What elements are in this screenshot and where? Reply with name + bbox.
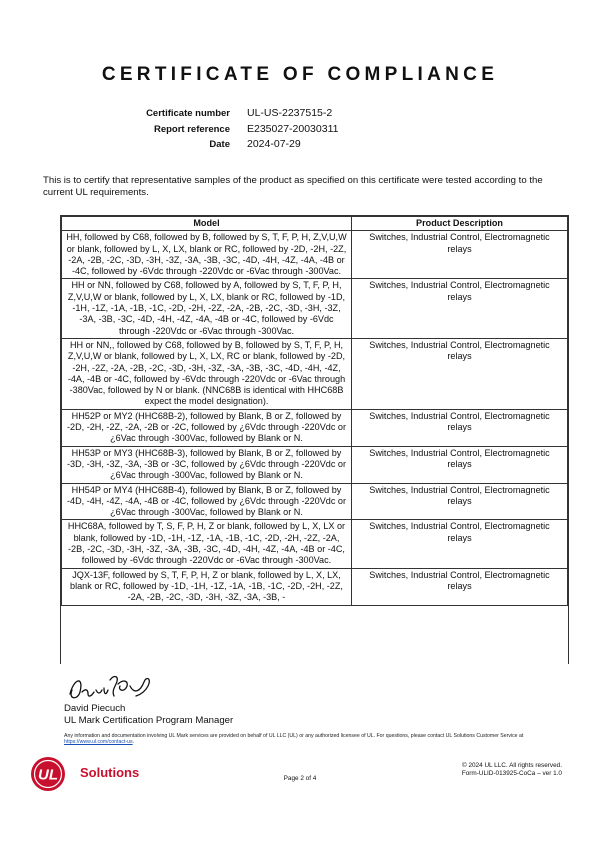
logo-mark: UL: [38, 766, 58, 784]
model-cell: HH or NN, followed by C68, followed by A, followed by S, T, F, P, H, Z,V,U,W or blank, followed by L, X, LX, blank or RC, followed by -1D, -1H, -1Z, -1A, -1B, -1C, -2D, -2H, -2Z, -2A, -2B, -2C, -3D, -3H, -3Z, -3A, -3B, -3C, -4D, -4H, -4Z, -4A, -4B or -4C, followed by -6Vdc through -220Vdc or -6Vac through -300Vac.: [62, 279, 352, 338]
disclaimer-text: Any information and documentation involving UL Mark services are provided on behalf of UL LLC (UL) or any authorized licensee of UL. For questions, please contact UL Solutions Customer Service at: [64, 733, 524, 739]
model-cell: HH, followed by C68, followed by B, followed by S, T, F, P, H, Z,V,U,W or blank, followed by L, X, LX, blank or RC, followed by -2D, -2H, -2Z, -2A, -2B, -2C, -3D, -3H, -3Z, -3A, -3B, -3C, -4D, -4H, -4Z, -4A, -4B or -4C, followed by -6Vdc through -220Vdc or -6Vac through -300Vac.: [62, 231, 352, 279]
table-row: [62, 520, 568, 568]
table-row: [62, 446, 568, 483]
model-cell: JQX-13F, followed by S, T, F, P, H, Z or blank, followed by L, X, LX, blank or RC, followed by -1D, -1H, -1Z, -1A, -1B, -1C, -2D, -2H, -2Z, -2A, -2B, -2C, -3D, -3H, -3Z, -3A, -3B, -: [62, 568, 352, 605]
model-cell: HH52P or MY2 (HHC68B-2), followed by Blank, B or Z, followed by -2D, -2H, -2Z, -2A, -2B or -2C, followed by ¿6Vdc through -220Vdc or ¿6Vac through -300Vac, followed by Blank or N.: [62, 409, 352, 446]
description-cell: Switches, Industrial Control, Electromagnetic relays: [352, 520, 568, 568]
date-row: [0, 138, 600, 154]
report-reference-value: E235027-20030311: [247, 122, 339, 135]
contact-link[interactable]: https://www.ul.com/contact-us: [64, 739, 133, 746]
model-table: [61, 216, 568, 606]
signature-image: [64, 670, 174, 706]
report-reference-row: [0, 123, 600, 139]
form-id-text: Form-ULID-013925-CoCa – ver 1.0: [461, 770, 562, 777]
certificate-title: CERTIFICATE OF COMPLIANCE: [101, 64, 499, 85]
model-cell: HH54P or MY4 (HHC68B-4), followed by Blank, B or Z, followed by -4D, -4H, -4Z, -4A, -4B or -4C, followed by ¿6Vdc through -220Vdc or ¿6Vac through -300Vac, followed by Blank or N.: [62, 483, 352, 520]
table-row: [62, 279, 568, 338]
description-cell: Switches, Industrial Control, Electromagnetic relays: [352, 409, 568, 446]
signer-block: [64, 703, 233, 726]
intro-paragraph: This is to certify that representative samples of the product as specified on this certificate were tested according to the current UL requirements.: [43, 175, 543, 198]
table-row: [62, 483, 568, 520]
model-cell: HH or NN,, followed by C68, followed by B, followed by S, T, F, P, H, Z,V,U,W or blank, followed by L, X, LX, RC or blank, followed by -2D, -2H, -2Z, -2A, -2B, -2C, -3D, -3H, -3Z, -3A, -3B, -3C, -4D, -4H, -4Z, -4A, -4B or -4C, followed by -6Vdc through -220Vdc or -6Vac through -380Vac, followed by N or blank. (NNC68B is identical with HHC68B expect the model designation).: [62, 338, 352, 409]
model-cell: HH53P or MY3 (HHC68B-3), followed by Blank, B or Z, followed by -3D, -3H, -3Z, -3A, -3B or -3C, followed by ¿6Vdc through -220Vdc or ¿6Vac through -300Vac, followed by Blank or N.: [62, 446, 352, 483]
description-cell: Switches, Industrial Control, Electromagnetic relays: [352, 338, 568, 409]
description-cell: Switches, Industrial Control, Electromagnetic relays: [352, 483, 568, 520]
logo-wordmark: Solutions: [80, 765, 140, 780]
table-row: [62, 338, 568, 409]
model-table-wrapper: [60, 215, 569, 664]
model-cell: HHC68A, followed by T, S, F, P, H, Z or blank, followed by L, X, LX or blank, followed by -1D, -1H, -1Z, -1A, -1B, -1C, -2D, -2H, -2Z, -2A, -2B, -2C, -3D, -3H, -3Z, -3A, -3B, -3C, -4D, -4H, -4Z, -4A, -4B or -4C, followed by -6Vdc through -220Vdc or -6Vac through -300Vac.: [62, 520, 352, 568]
table-row: [62, 409, 568, 446]
cert-number-value: UL-US-2237515-2: [247, 107, 333, 119]
date-label: Date: [209, 139, 230, 150]
description-cell: Switches, Industrial Control, Electromagnetic relays: [352, 231, 568, 279]
model-column-header: Model: [62, 217, 352, 231]
description-cell: Switches, Industrial Control, Electromagnetic relays: [352, 279, 568, 338]
certificate-meta: [0, 107, 600, 154]
table-row: [62, 231, 568, 279]
date-value: 2024-07-29: [247, 138, 301, 150]
table-row: [62, 568, 568, 605]
report-reference-label: Report reference: [153, 123, 230, 135]
description-cell: Switches, Industrial Control, Electromagnetic relays: [352, 446, 568, 483]
signer-name: David Piecuch: [64, 703, 126, 714]
table-header-row: [62, 217, 568, 231]
page-number: Page 2 of 4: [283, 775, 317, 782]
description-cell: Switches, Industrial Control, Electromagnetic relays: [352, 568, 568, 605]
description-column-header: Product Description: [352, 217, 568, 231]
signer-role: UL Mark Certification Program Manager: [64, 714, 234, 726]
disclaimer: Any information and documentation involving UL Mark services are provided on behalf of UL LLC (UL) or any authorized licensee of UL. For questions, please contact UL Solutions Customer Service at https://www.ul.com/contact-us.: [64, 733, 524, 746]
copyright-text: © 2024 UL LLC. All rights reserved.: [461, 762, 562, 769]
rights-block: [462, 762, 562, 778]
cert-number-row: [0, 107, 600, 123]
cert-number-label: Certificate number: [146, 108, 230, 119]
